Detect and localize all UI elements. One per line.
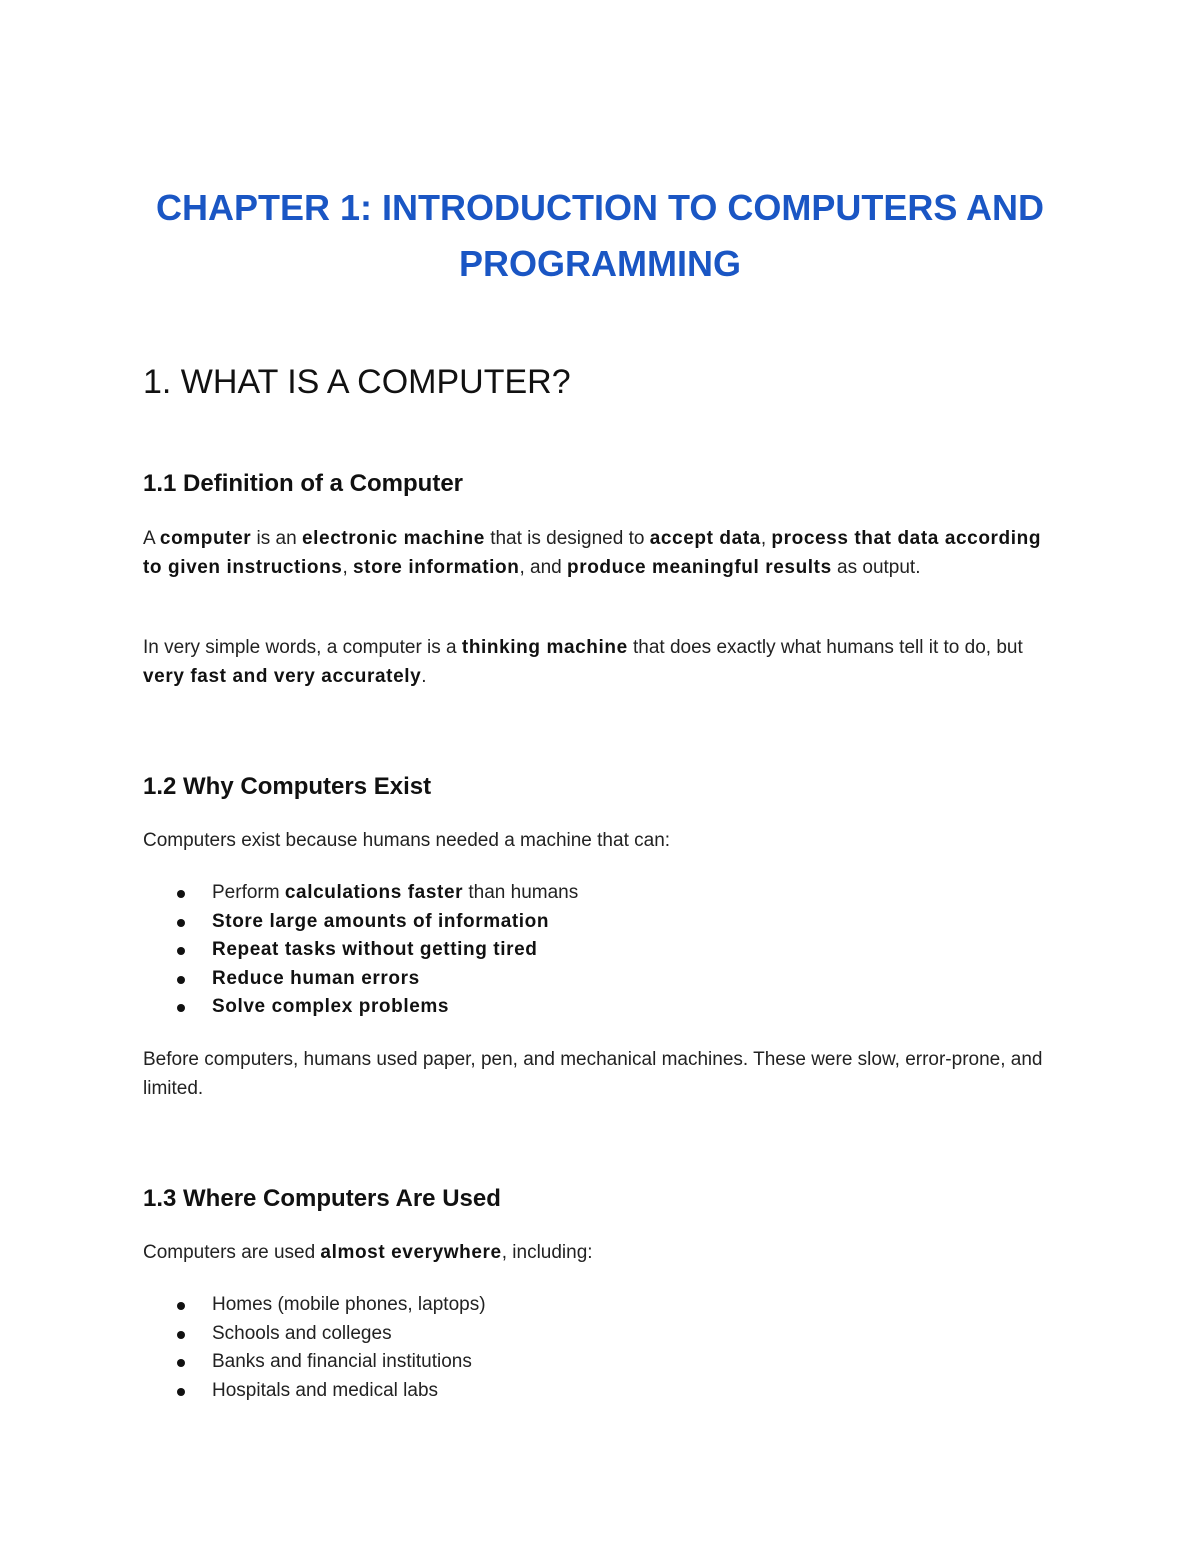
definition-paragraph: A computer is an electronic machine that is designed to accept data, process that data according to given instructions, store information, and produce meaningful results as output. bbox=[143, 528, 1042, 578]
bullet-icon bbox=[177, 1388, 185, 1396]
list-item: Homes (mobile phones, laptops) bbox=[143, 1291, 486, 1320]
list-item: Store large amounts of information bbox=[143, 908, 578, 937]
list-item: Solve complex problems bbox=[143, 993, 578, 1022]
chapter-title-line-1: CHAPTER 1: INTRODUCTION TO COMPUTERS AND bbox=[155, 187, 1044, 228]
before-computers-paragraph: Before computers, humans used paper, pen, and mechanical machines. These were slow, error-prone, and limited. bbox=[143, 1049, 1043, 1099]
why-computers-list bbox=[143, 879, 578, 1022]
list-item: Repeat tasks without getting tired bbox=[143, 936, 578, 965]
bullet-icon bbox=[177, 890, 185, 898]
bullet-icon bbox=[177, 1302, 185, 1310]
list-item: Reduce human errors bbox=[143, 965, 578, 994]
list-item: Schools and colleges bbox=[143, 1320, 486, 1349]
bullet-icon bbox=[177, 1359, 185, 1367]
bullet-icon bbox=[177, 1004, 185, 1012]
chapter-title-line-2: PROGRAMMING bbox=[459, 243, 741, 284]
why-intro-paragraph: Computers exist because humans needed a machine that can: bbox=[143, 830, 671, 851]
where-intro-paragraph: Computers are used almost everywhere, including: bbox=[143, 1242, 593, 1263]
bullet-icon bbox=[177, 1331, 185, 1339]
list-item: Perform calculations faster than humans bbox=[143, 879, 578, 908]
subsection-heading-why-computers-exist: 1.2 Why Computers Exist bbox=[143, 773, 432, 800]
chapter-title bbox=[100, 180, 1100, 292]
subsection-heading-where-computers-used: 1.3 Where Computers Are Used bbox=[143, 1185, 501, 1212]
bullet-icon bbox=[177, 947, 185, 955]
bullet-icon bbox=[177, 976, 185, 984]
simple-words-paragraph: In very simple words, a computer is a thinking machine that does exactly what humans tell it to do, but very fast and very accurately. bbox=[143, 637, 1023, 687]
subsection-heading-definition: 1.1 Definition of a Computer bbox=[143, 470, 464, 497]
bullet-icon bbox=[177, 919, 185, 927]
where-computers-list bbox=[143, 1291, 486, 1405]
section-heading-what-is-a-computer: 1. WHAT IS A COMPUTER? bbox=[143, 363, 571, 401]
list-item: Hospitals and medical labs bbox=[143, 1377, 486, 1406]
list-item: Banks and financial institutions bbox=[143, 1348, 486, 1377]
